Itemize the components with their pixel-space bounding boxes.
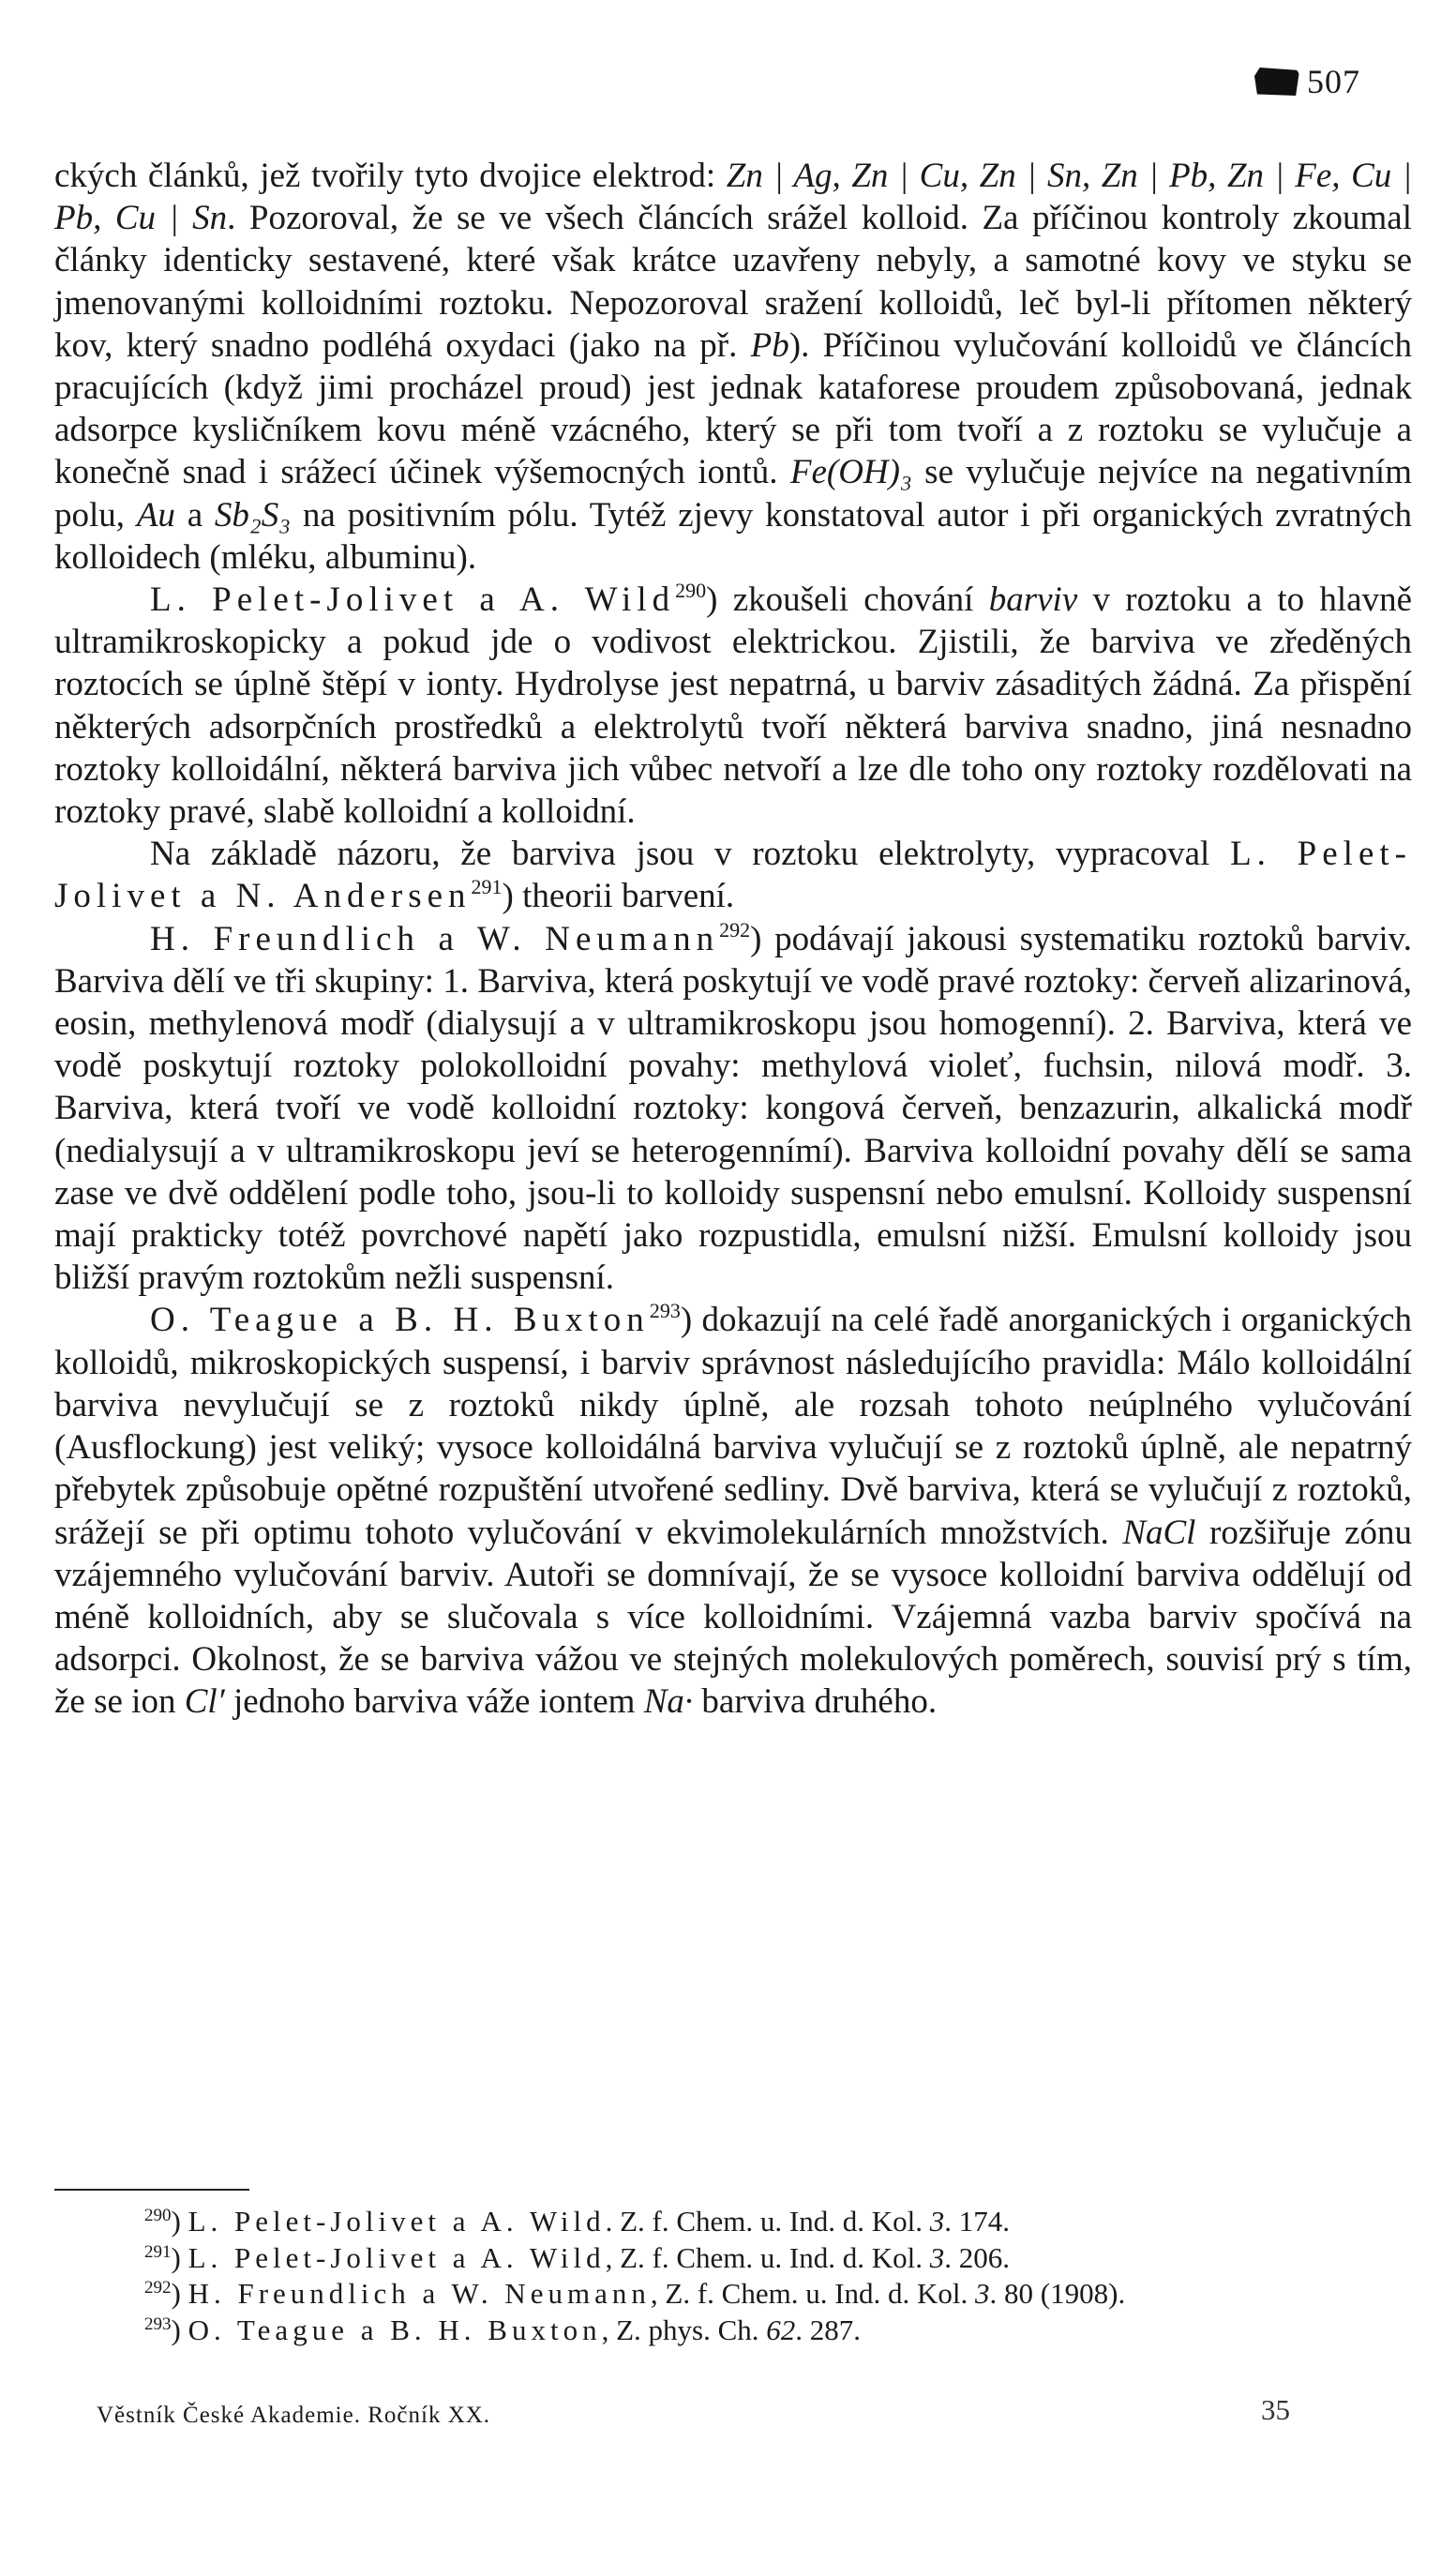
italic-term: Sb₂S₃ [214, 495, 292, 535]
author-names: L. Pelet-Jolivet a A. Wild [188, 2205, 606, 2238]
author-names: O. Teague a B. H. Buxton [188, 2313, 602, 2346]
author-names: L. Pelet-Jolivet a N. Andersen [54, 835, 1412, 916]
text-run: Na základě názoru, že barviva jsou v roztoku elektrolyty, vypracoval [150, 835, 1231, 874]
text-run: ) podávají jakousi systematiku roztoků barviv. Barviva dělí ve tři skupiny: 1. Barviva, která poskytují ve vodě pravé roztoky: červeň alizarinová, eosin, methylenová modř (dialysují a v ultramikroskopu jsou homogenní). 2. Barviva, která ve vodě poskytují roztoky polokolloidní povahy: methylová violeť, fuchsin, nilová modř. 3. Barviva, která tvoří ve vodě kolloidní roztoky: kongová červeň, benzazurin, alkalická modř (nedialysují a v ultramikroskopu jeví se heterogennímí). Barviva kolloidní povahy dělí se sama zase ve dvě oddělení podle toho, jsou-li to kolloidy suspensní nebo emulsní. Kolloidy suspensní mají prakticky totéž povrchové napětí jako rozpustidla, emulsní nižší. Emulsní kolloidy jsou bližší pravým roztokům nežli suspensní. [54, 919, 1413, 1298]
text-run: ) [171, 2313, 188, 2346]
author-names: L. Pelet-Jolivet a A. Wild [188, 2240, 606, 2274]
footnote [54, 2313, 1412, 2349]
page-number: 507 [1307, 63, 1360, 100]
signature-mark: 35 [1261, 2393, 1290, 2426]
text-run: , Z. phys. Ch. [601, 2313, 767, 2346]
footnotes [54, 2204, 1412, 2348]
text-run: ) [171, 2240, 188, 2274]
italic-term: Zn | Ag, Zn | Cu, Zn | Sn, Zn | Pb, Zn | Fe, Cu | Pb, Cu | Sn [54, 157, 1412, 238]
text-run: , Z. f. Chem. u. Ind. d. Kol. [650, 2277, 976, 2310]
body-text [54, 155, 1412, 1724]
text-run: ) [171, 2277, 188, 2310]
paragraph [54, 155, 1412, 579]
footnote [54, 2204, 1412, 2240]
text-run: . 174. [944, 2205, 1010, 2238]
footnote [54, 2240, 1412, 2277]
text-run: rozšiřuje zónu vzájemného vylučování barviv. Autoři se domnívají, že se vysoce kolloidní barviva oddělují od méně kolloidních, aby se slučovala s více kolloidními. Vzájemná vazba barviv spočívá na adsorpci. Okolnost, že se barviva vážou ve stejných molekulových poměrech, souvisí prý s tím, že se ion [54, 1513, 1412, 1722]
text-run: ). Příčinou vylučování kolloidů ve článcích pracujících (když jimi procházel proud) jest jednak kataforese proudem způsobovaná, jednak adsorpce kysličníkem kovu méně vzácného, který se při tom tvoří a z roztoku se vylučuje a konečně snad i srážecí účinek výšemocných iontů. [54, 325, 1412, 492]
text-run: ) [171, 2205, 188, 2238]
text-run: . Pozoroval, že se ve všech článcích srážel kolloid. Za příčinou kontroly zkoumal články identicky sestavené, které však krátce uzavřeny nebyly, a samotné kovy ve styku se jmenovanými kolloidními roztoku. Nepozoroval sražení kolloidů, leč byl-li přítomen některý kov, který snadno podléhá oxydaci (jako na př. [54, 199, 1413, 365]
author-names: L. Pelet-Jolivet a A. Wild [150, 580, 676, 620]
text-run: . Z. f. Chem. u. Ind. d. Kol. [605, 2205, 930, 2238]
footnote-ref: 292 [719, 917, 751, 942]
footnote-ref: 293 [144, 2313, 172, 2334]
italic-term: 3 [929, 2240, 945, 2274]
text-run: se vylučuje nejvíce na negativním polu, [54, 453, 1412, 535]
footnote-ref: 291 [144, 2241, 172, 2262]
italic-term: Cl′ [184, 1682, 225, 1722]
italic-term: 62 [766, 2313, 796, 2346]
text-run: , Z. f. Chem. u. Ind. d. Kol. [605, 2240, 930, 2274]
text-run: na positivním pólu. Tytéž zjevy konstatoval autor i při organických zvratných kolloidech (mléku, albuminu). [54, 495, 1412, 577]
text-run: barviva druhého. [693, 1682, 938, 1722]
author-names: O. Teague a B. H. Buxton [150, 1301, 650, 1340]
italic-term: NaCl [1122, 1513, 1196, 1552]
text-run: ) zkoušeli chování [706, 580, 989, 620]
italic-term: Fe(OH)₃ [789, 453, 912, 492]
text-run: . 206. [944, 2240, 1010, 2274]
italic-term: barviv [988, 580, 1078, 620]
author-names: H. Freundlich a W. Neumann [150, 919, 720, 958]
footnote-divider [54, 2189, 249, 2191]
text-run: . 287. [795, 2313, 862, 2346]
paragraph [54, 1299, 1412, 1723]
text-run: . 80 (1908). [989, 2277, 1126, 2310]
printer-ornament-icon [1254, 68, 1299, 96]
journal-title: Věstník České Akademie. Ročník XX. [97, 2403, 491, 2428]
text-run: jednoho barviva váže iontem [224, 1682, 644, 1722]
paragraph [54, 918, 1412, 1300]
page-footer [0, 2393, 1456, 2449]
footnote-ref: 293 [649, 1299, 681, 1323]
italic-term: 3 [929, 2205, 945, 2238]
footnote-ref: 292 [144, 2278, 172, 2298]
footnote-ref: 291 [471, 875, 503, 899]
author-names: H. Freundlich a W. Neumann [188, 2277, 651, 2310]
footnote [54, 2276, 1412, 2313]
footnote-ref: 290 [144, 2206, 172, 2225]
text-run: a [174, 495, 215, 535]
text-run: v roztoku a to hlavně ultramikroskopicky a pokud jde o vodivost elektrickou. Zjistili, že barviva ve zředěných roztocích se úplně štěpí v ionty. Hydrolyse jest nepatrná, u barviv zásaditých žádná. Za přispění některých adsorpčních prostředků a elektrolytů tvoří některá barviva snadno, jiná nesnadno roztoky kolloidální, některá barviva jich vůbec netvoří a lze dle toho ony roztoky rozdělovati na roztoky pravé, slabě kolloidní a kolloidní. [54, 580, 1412, 832]
italic-term: Au [136, 495, 175, 535]
text-run: ckých článků, jež tvořily tyto dvojice elektrod: [54, 157, 727, 195]
paragraph [54, 579, 1412, 833]
paragraph [54, 833, 1412, 917]
text-run: ) dokazují na celé řadě anorganických i organických kolloidů, mikroskopických suspensí, i barviv správnost následujícího pravidla: Málo kolloidální barviva nevylučují se z roztoků nikdy úplně, ale rozsah tohoto neúplného vylučování (Ausflockung) jest veliký; vysoce kolloidálná barviva vylučují se z roztoků úplně, ale nepatrný přebytek způsobuje opětné rozpuštění utvořené sedliny. Dvě barviva, která se vylučují z roztoků, srážejí se při optimu tohoto vylučování v ekvimolekulárních množstvích. [54, 1301, 1412, 1552]
footnote-ref: 290 [675, 579, 707, 603]
italic-term: Na· [643, 1682, 694, 1722]
italic-term: Pb [750, 325, 789, 365]
page-header [0, 63, 1456, 122]
italic-term: 3 [975, 2277, 990, 2310]
text-run: ) theorii barvení. [502, 877, 735, 916]
